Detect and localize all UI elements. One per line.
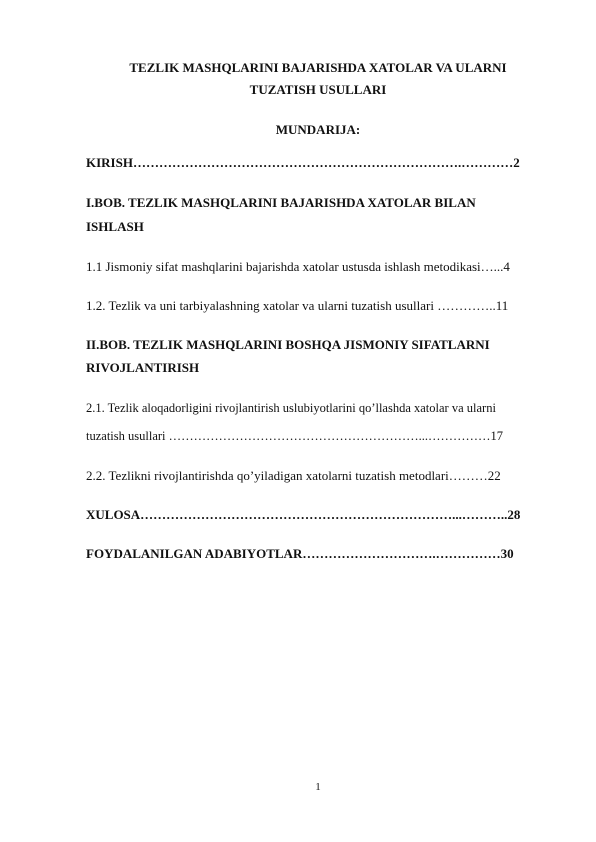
toc-entry-chapter-2-line-1: II.BOB. TEZLIK MASHQLARINI BOSHQA JISMONIY SIFATLARNI [86,337,490,352]
document-title-line-1: TEZLIK MASHQLARINI BAJARISHDA XATOLAR VA ULARNI [129,60,507,75]
toc-entry-1-1: 1.1 Jismoniy sifat mashqlarini bajarishda xatolar ustusda ishlash metodikasi…...4 [86,259,510,274]
toc-entry-chapter-2-line-2: RIVOJLANTIRISH [86,360,200,375]
toc-entry-references: FOYDALANILGAN ADABIYOTLAR………………………….……………30 [86,546,514,561]
contents-heading: MUNDARIJA: [275,122,361,137]
document-title-line-2: TUZATISH USULLARI [249,82,387,97]
toc-entry-chapter-1-line-1: I.BOB. TEZLIK MASHQLARINI BAJARISHDA XATOLAR BILAN [86,195,476,210]
toc-entry-2-2: 2.2. Tezlikni rivojlantirishda qo’yiladigan xatolarni tuzatish metodlari………22 [86,468,501,483]
page-number: 1 [315,781,321,793]
toc-entry-xulosa: XULOSA………………………………………………………………...………..28 [86,507,521,522]
toc-entry-chapter-1-line-2: ISHLASH [86,219,144,234]
toc-entry-2-1-line-2: tuzatish usullari ……………………………………………………...……………17 [86,429,503,443]
toc-entry-2-1-line-1: 2.1. Tezlik aloqadorligini rivojlantirish uslubiyotlarini qo’llashda xatolar va ularni [86,401,496,415]
toc-entry-1-2: 1.2. Tezlik va uni tarbiyalashning xatolar va ularni tuzatish usullari …………..11 [86,298,509,313]
toc-entry-kirish: KIRISH………………………………………………………………….…………2 [86,155,520,170]
